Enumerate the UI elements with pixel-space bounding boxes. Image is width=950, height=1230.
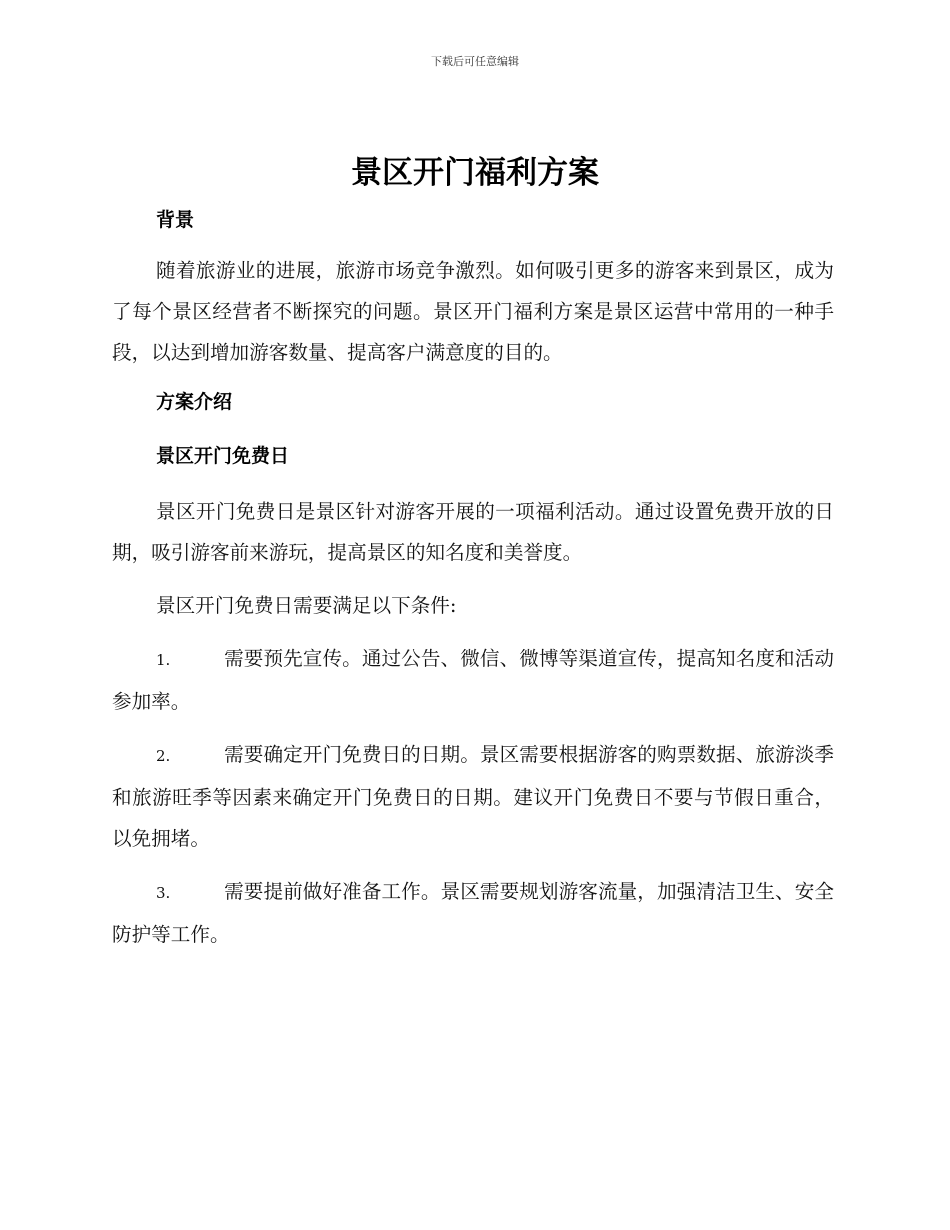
document-title: 景区开门福利方案 — [351, 155, 599, 191]
conditions-intro: 景区开门免费日需要满足以下条件: — [156, 594, 457, 617]
section-heading-free-day: 景区开门免费日 — [156, 445, 290, 467]
document-body — [112, 203, 834, 955]
list-item-text: 需要提前做好准备工作。景区需要规划游客流量，加强清洁卫生、安全防护等工作。 — [112, 880, 834, 946]
condition-list-item — [112, 871, 834, 955]
free-day-paragraph: 景区开门免费日是景区针对游客开展的一项福利活动。通过设置免费开放的日期，吸引游客前来游玩，提高景区的知名度和美誉度。 — [112, 500, 834, 564]
list-item-number: 3. — [156, 884, 171, 902]
list-item-number: 1. — [156, 651, 171, 669]
list-item-number: 2. — [156, 747, 171, 765]
section-heading-background: 背景 — [156, 209, 195, 231]
condition-list-item — [112, 638, 834, 722]
background-paragraph: 随着旅游业的进展，旅游市场竞争激烈。如何吸引更多的游客来到景区，成为了每个景区经营者不断探究的问题。景区开门福利方案是景区运营中常用的一种手段，以达到增加游客数量、提高客户满意度的目的。 — [112, 259, 834, 364]
list-item-text: 需要确定开门免费日的日期。景区需要根据游客的购票数据、旅游淡季和旅游旺季等因素来确定开门免费日的日期。建议开门免费日不要与节假日重合，以免拥堵。 — [112, 743, 834, 850]
section-heading-plan: 方案介绍 — [156, 391, 233, 413]
condition-list-item — [112, 734, 834, 859]
list-item-text: 需要预先宣传。通过公告、微信、微博等渠道宣传，提高知名度和活动参加率。 — [112, 647, 834, 713]
page-header-note: 下载后可任意编辑 — [431, 55, 519, 68]
